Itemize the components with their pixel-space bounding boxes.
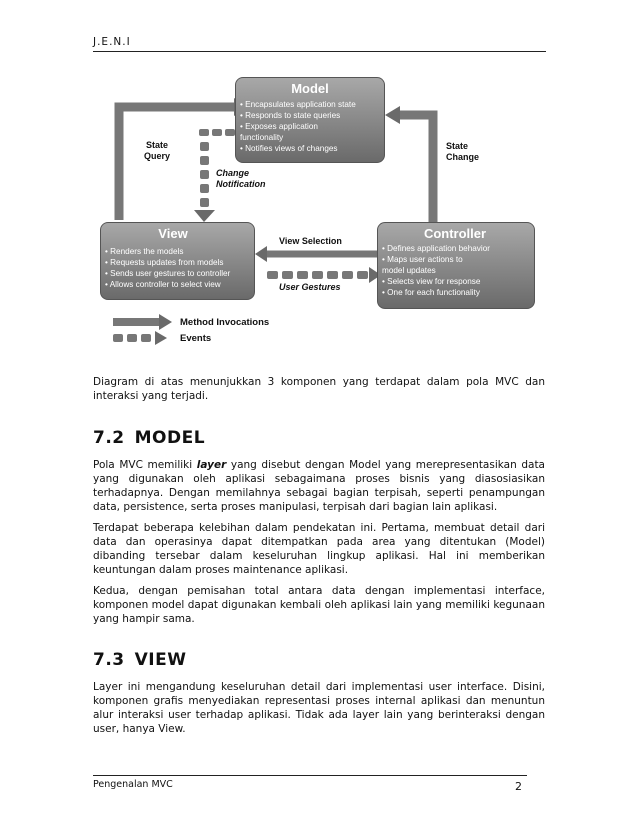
model-title: Model (291, 81, 329, 96)
view-title: View (158, 226, 188, 241)
state-query-label: Query (144, 151, 171, 161)
legend-events-label: Events (180, 333, 212, 344)
diagram-caption: Diagram di atas menunjukkan 3 komponen yang terdapat dalam pola MVC dan interaksi yang terjadi. (93, 376, 545, 402)
model-bullet: • Exposes application (240, 122, 318, 131)
controller-bullet: • Maps user actions to (382, 255, 463, 264)
running-header: J.E.N.I (93, 36, 131, 48)
view-selection-label: View Selection (279, 236, 342, 246)
controller-bullet: • One for each functionality (382, 288, 480, 297)
model-box (235, 77, 385, 163)
view-bullet: • Sends user gestures to controller (105, 269, 231, 278)
controller-box (377, 222, 535, 309)
footer-text: Pengenalan MVC (93, 779, 173, 790)
section-number: 7.3 (93, 650, 125, 670)
controller-bullet: • Defines application behavior (382, 244, 491, 253)
controller-bullet: model updates (382, 266, 436, 275)
section-heading-view (93, 650, 186, 670)
section-title: VIEW (134, 650, 187, 670)
view-bullet: • Allows controller to select view (105, 280, 221, 289)
section-heading-model (93, 428, 205, 448)
text-run: yang disebut dengan Model yang merepresentasikan data yang digunakan oleh aplikasi sebagaimana proses bisnis yang diasosiasikan terhadapnya. Dengan memilahnya sebagai bagian terpisah, seperti penampungan data, persistence, serta proses manipulasi, terpisah dari bagian lain aplikasi. (93, 459, 545, 513)
legend (113, 314, 269, 345)
view-paragraph-1: Layer ini mengandung keseluruhan detail dari implementasi user interface. Disini, komponen grafis menyediakan representasi proses internal aplikasi dan menuntun alur interaksi user terhadap aplikasi. Tidak ada layer lain yang berinteraksi dengan user, hanya View. (93, 681, 545, 735)
model-bullet: • Notifies views of changes (240, 144, 338, 153)
model-paragraph-1 (93, 458, 545, 514)
section-title: MODEL (134, 428, 206, 448)
view-bullet: • Renders the models (105, 247, 184, 256)
text-run: Pola MVC memiliki (93, 459, 197, 471)
emphasis-layer: layer (196, 459, 227, 471)
model-bullet: • Encapsulates application state (240, 100, 356, 109)
model-paragraph-3: Kedua, dengan pemisahan total antara data dengan implementasi interface, komponen model dapat digunakan kembali oleh aplikasi lain yang memiliki kegunaan yang hampir sama. (93, 585, 545, 625)
view-selection-arrow (255, 246, 378, 262)
view-box (100, 222, 255, 300)
state-query-arrow (119, 98, 249, 220)
page-number: 2 (515, 780, 522, 793)
view-bullet: • Requests updates from models (105, 258, 224, 267)
user-gestures-label: User Gestures (279, 282, 341, 292)
controller-title: Controller (423, 226, 487, 241)
footer-rule (93, 775, 527, 776)
header-rule (93, 51, 546, 52)
change-notification-label: Change (216, 168, 250, 178)
section-number: 7.2 (93, 428, 125, 448)
legend-method-label: Method Invocations (180, 317, 270, 328)
model-bullet: • Responds to state queries (240, 111, 341, 120)
controller-bullet: • Selects view for response (382, 277, 481, 286)
mvc-diagram (93, 70, 543, 360)
state-change-label: Change (446, 152, 480, 162)
state-query-label: State (146, 140, 169, 150)
legend-events-arrow (113, 331, 167, 345)
change-notification-label: Notification (216, 179, 266, 189)
legend-method-arrow (113, 314, 172, 330)
model-paragraph-2: Terdapat beberapa kelebihan dalam pendekatan ini. Pertama, membuat detail dari data dan operasinya dapat ditempatkan pada area yang ditentukan (Model) dibanding tersebar dalam keseluruhan lingkup aplikasi. Hal ini memberikan keuntungan dalam proses maintenance aplikasi. (93, 522, 545, 576)
user-gestures-arrow (267, 267, 381, 283)
model-bullet: functionality (240, 133, 284, 142)
state-change-label: State (446, 141, 469, 151)
state-change-arrow (385, 106, 433, 222)
